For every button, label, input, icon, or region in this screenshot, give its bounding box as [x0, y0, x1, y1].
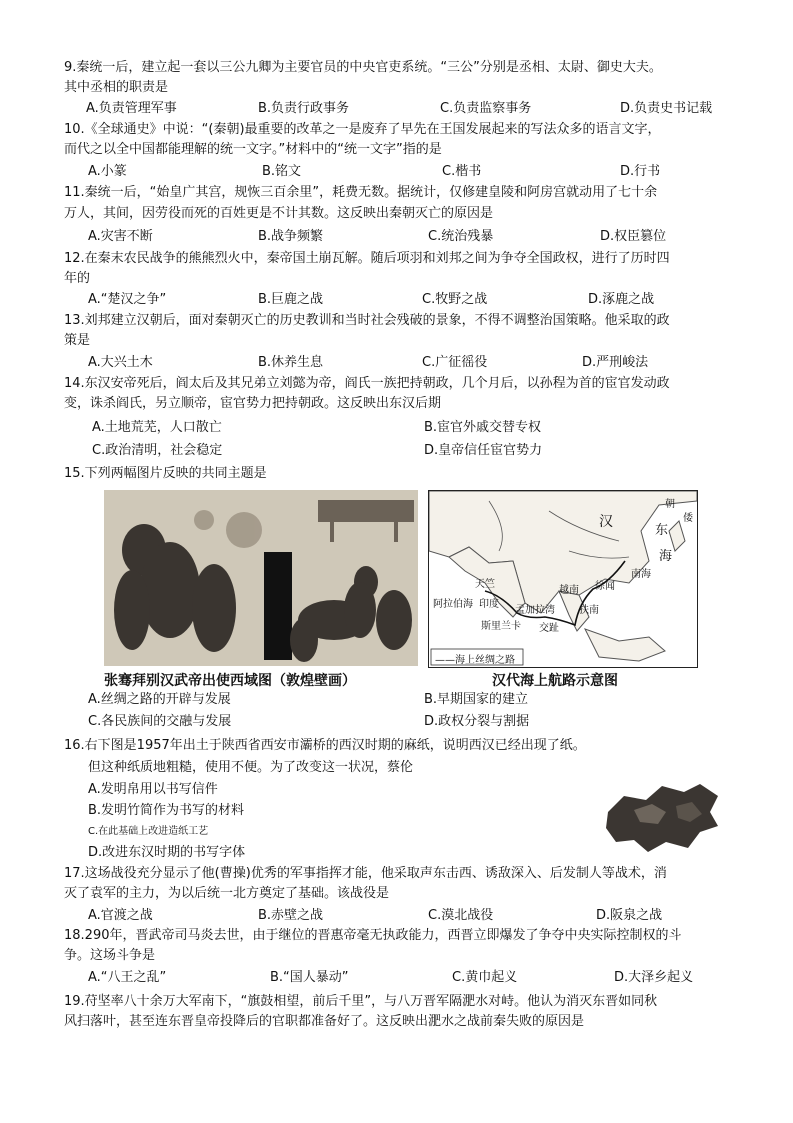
- option-d[interactable]: D.负责史书记载: [620, 101, 713, 116]
- question-text: 13.刘邦建立汉朝后，面对秦朝灭亡的历史教训和当时社会残破的景象，不得不调整治国策略。他采取的政: [64, 313, 670, 328]
- option-c[interactable]: C.广征徭役: [422, 355, 488, 370]
- mural-image: [104, 490, 418, 666]
- map-label-hai: 海: [659, 549, 673, 564]
- question-text: 其中丞相的职责是: [64, 80, 169, 95]
- question-text: 9.秦统一后，建立起一套以三公九卿为主要官员的中央官吏系统。“三公”分别是丞相、太尉、御史大夫。: [64, 60, 662, 75]
- sea-route-map: [428, 490, 698, 668]
- map-label-qianshan: 天竺: [475, 579, 495, 590]
- map-label-han: 汉: [599, 514, 613, 530]
- option-c[interactable]: C.楷书: [442, 164, 482, 179]
- question-text: 14.东汉安帝死后，阎太后及其兄弟立刘懿为帝，阎氏一族把持朝政，几个月后，以孙程为首的宦官发动政: [64, 376, 670, 391]
- question-text: 17.这场战役充分显示了他(曹操)优秀的军事指挥才能，他采取声东击西、诱敌深入、后发制人等战术，消: [64, 866, 667, 881]
- question-text: 18.290年，晋武帝司马炎去世，由于继位的晋惠帝毫无执政能力，西晋立即爆发了争夺中央实际控制权的斗: [64, 928, 682, 943]
- map-label-jiazhi: 交趾: [539, 623, 559, 634]
- question-text: 15.下列两幅图片反映的共同主题是: [64, 466, 267, 481]
- question-text: 变，诛杀阎氏，另立顺帝，宦官势力把持朝政。这反映出东汉后期: [64, 396, 442, 411]
- option-a[interactable]: A.大兴土木: [88, 355, 153, 370]
- map-label-arab: 阿拉伯海: [433, 599, 473, 610]
- question-text: 10.《全球通史》中说：“(秦朝)最重要的改革之一是废弃了早先在王国发展起来的写法众多的语言文字，: [64, 122, 661, 137]
- mural-caption: 张骞拜别汉武帝出使西域图（敦煌壁画）: [104, 673, 356, 689]
- map-label-xunan: 徐闻: [595, 581, 615, 592]
- option-b[interactable]: B.铭文: [262, 164, 302, 179]
- question-text: 万人，其间，因劳役而死的百姓更是不计其数。这反映出秦朝灭亡的原因是: [64, 206, 494, 221]
- option-c[interactable]: C.各民族间的交融与发展: [88, 714, 232, 729]
- option-a[interactable]: A.负责管理军事: [86, 101, 177, 116]
- option-d[interactable]: D.行书: [620, 164, 661, 179]
- option-d[interactable]: D.政权分裂与割据: [424, 714, 530, 729]
- question-text: 12.在秦末农民战争的熊熊烈火中，秦帝国土崩瓦解。随后项羽和刘邦之间为争夺全国政权，进行了历时四: [64, 251, 670, 266]
- question-text: 而代之以全中国都能理解的统一文字。”材料中的“统一文字”指的是: [64, 142, 442, 157]
- option-b[interactable]: B.巨鹿之战: [258, 292, 324, 307]
- option-d[interactable]: D.大泽乡起义: [614, 970, 694, 985]
- option-d[interactable]: D.皇帝信任宦官势力: [424, 443, 543, 458]
- option-b[interactable]: B.负责行政事务: [258, 101, 350, 116]
- map-caption: 汉代海上航路示意图: [492, 673, 618, 689]
- option-c[interactable]: C.漠北战役: [428, 908, 494, 923]
- option-b[interactable]: B.“国人暴动”: [270, 970, 349, 985]
- mural-illustration: [104, 490, 418, 666]
- map-label-bengal: 孟加拉湾: [515, 605, 555, 616]
- option-b[interactable]: B.赤壁之战: [258, 908, 324, 923]
- option-d[interactable]: D.严刑峻法: [582, 355, 649, 370]
- option-d[interactable]: D.阪泉之战: [596, 908, 663, 923]
- question-text: 灭了袁军的主力，为以后统一北方奠定了基础。该战役是: [64, 886, 390, 901]
- map-label-chao: 朝: [665, 499, 675, 510]
- option-a[interactable]: A.官渡之战: [88, 908, 153, 923]
- option-c[interactable]: C.政治清明，社会稳定: [92, 443, 223, 458]
- option-b[interactable]: B.发明竹简作为书写的材料: [88, 803, 245, 818]
- question-text: 但这种纸质地粗糙，使用不便。为了改变这一状况，蔡伦: [88, 760, 414, 775]
- question-text: 策是: [64, 333, 91, 348]
- map-label-nanhai: 南海: [631, 569, 651, 580]
- question-text: 风扫落叶，甚至连东晋皇帝投降后的官职都准备好了。这反映出淝水之战前秦失败的原因是: [64, 1014, 585, 1029]
- option-a[interactable]: A.“八王之乱”: [88, 970, 167, 985]
- option-c[interactable]: C.牧野之战: [422, 292, 488, 307]
- option-b[interactable]: B.宦官外戚交替专权: [424, 420, 542, 435]
- option-b[interactable]: B.战争频繁: [258, 229, 324, 244]
- option-c[interactable]: C.在此基础上改进造纸工艺: [88, 826, 209, 837]
- question-text: 19.苻坚率八十余万大军南下，“旗鼓相望，前后千里”，与八万晋军隔淝水对峙。他认为消灭东晋如同秋: [64, 994, 658, 1009]
- option-c[interactable]: C.负责监察事务: [440, 101, 532, 116]
- question-text: 争。这场斗争是: [64, 948, 156, 963]
- map-legend: ——海上丝绸之路: [435, 655, 515, 666]
- option-a[interactable]: A.土地荒芜，人口散亡: [92, 420, 222, 435]
- question-text: 11.秦统一后，“始皇广其宫，规恢三百余里”，耗费无数。据统计，仅修建皇陵和阿房宫就动用了七十余: [64, 185, 658, 200]
- map-label-yindu: 印度: [479, 599, 499, 610]
- map-illustration: [429, 491, 697, 667]
- option-a[interactable]: A.灾害不断: [88, 229, 153, 244]
- option-c[interactable]: C.统治残暴: [428, 229, 494, 244]
- map-label-yuenan: 越南: [559, 585, 579, 596]
- question-text: 16.右下图是1957年出土于陕西省西安市灞桥的西汉时期的麻纸，说明西汉已经出现了纸。: [64, 738, 586, 753]
- map-label-dong: 东: [655, 523, 669, 538]
- option-a[interactable]: A.小篆: [88, 164, 127, 179]
- option-a[interactable]: A.丝绸之路的开辟与发展: [88, 692, 231, 707]
- paper-fragment-illustration: [604, 782, 722, 854]
- option-d[interactable]: D.权臣篡位: [600, 229, 667, 244]
- option-b[interactable]: B.早期国家的建立: [424, 692, 529, 707]
- option-a[interactable]: A.“楚汉之争”: [88, 292, 167, 307]
- option-b[interactable]: B.休养生息: [258, 355, 324, 370]
- option-a[interactable]: A.发明帛用以书写信件: [88, 782, 218, 797]
- map-label-fu: 扶南: [579, 605, 599, 616]
- option-c[interactable]: C.黄巾起义: [452, 970, 518, 985]
- paper-fragment-image: [604, 782, 722, 854]
- option-d[interactable]: D.改进东汉时期的书写字体: [88, 845, 246, 860]
- question-text: 年的: [64, 271, 91, 286]
- map-label-shilan: 斯里兰卡: [481, 621, 521, 632]
- option-d[interactable]: D.涿鹿之战: [588, 292, 655, 307]
- map-label-wa: 倭: [683, 513, 693, 524]
